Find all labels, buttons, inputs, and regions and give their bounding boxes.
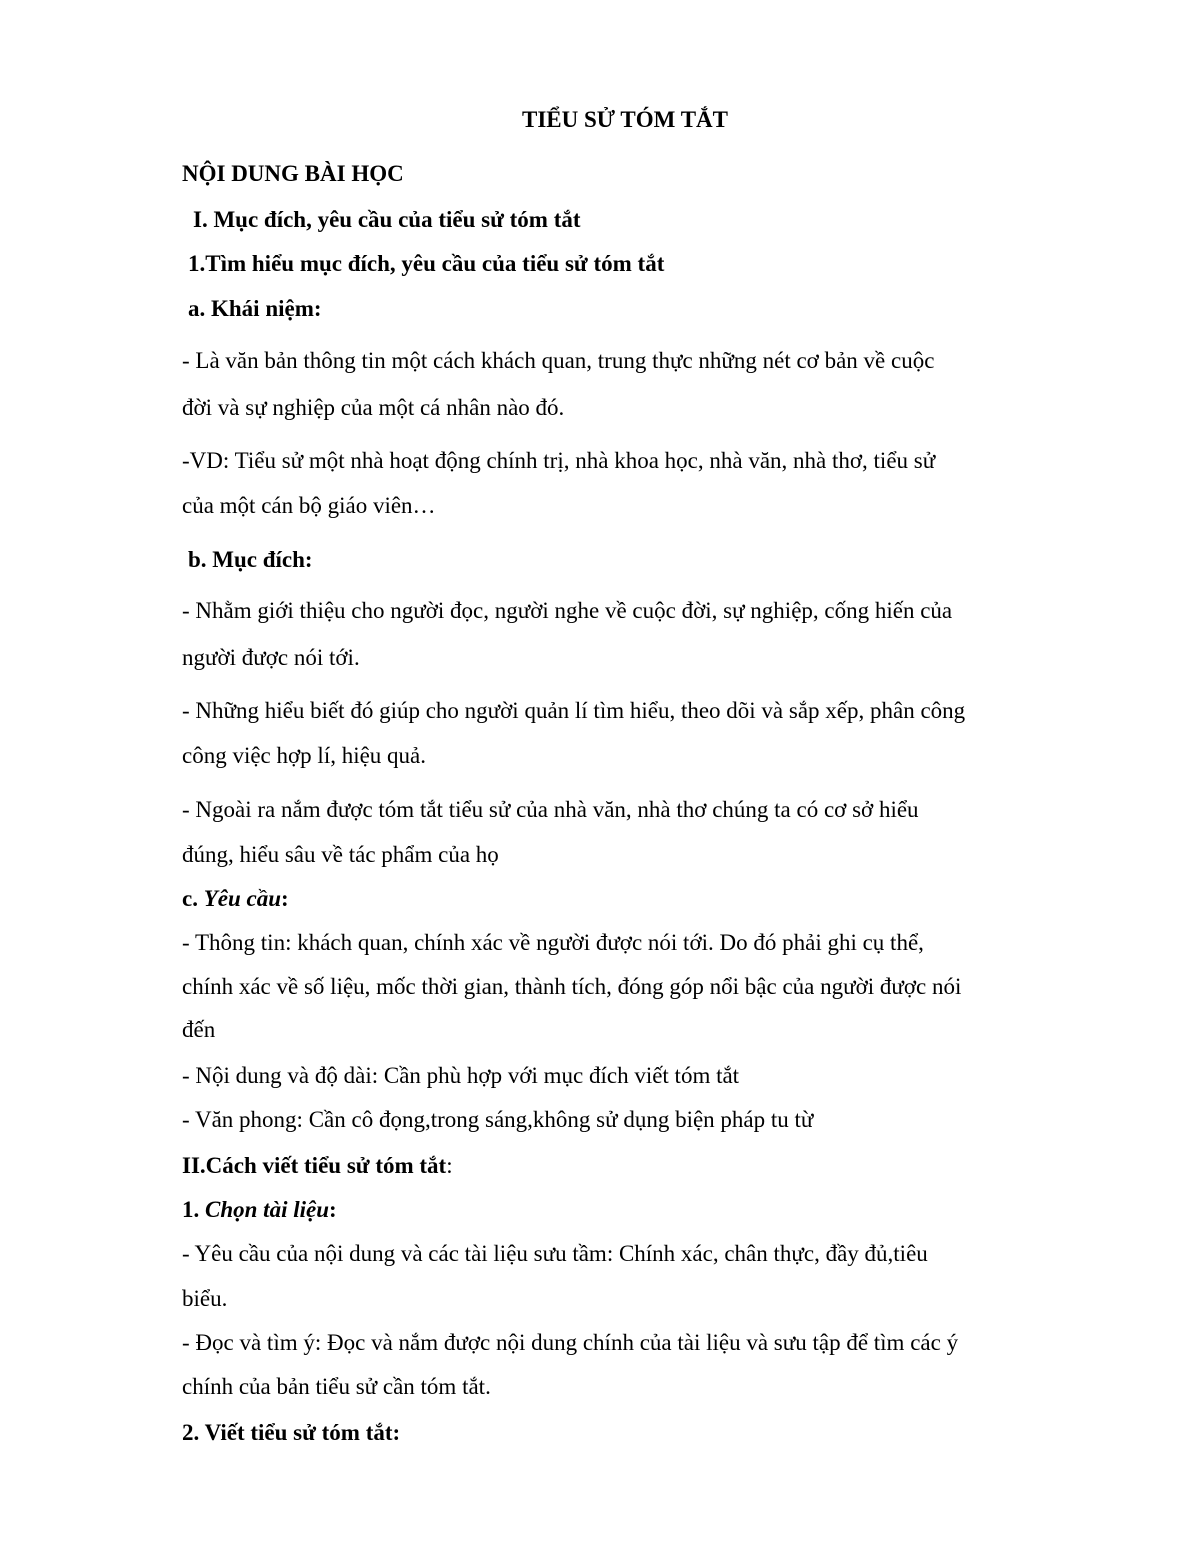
paragraph-line: - Thông tin: khách quan, chính xác về người được nói tới. Do đó phải ghi cụ thể, <box>182 930 924 955</box>
step-1-suffix: : <box>328 1197 337 1222</box>
paragraph-line: -VD: Tiểu sử một nhà hoạt động chính trị, nhà khoa học, nhà văn, nhà thơ, tiểu sử <box>182 448 936 473</box>
paragraph-line: - Nội dung và độ dài: Cần phù hợp với mục đích viết tóm tắt <box>182 1063 740 1088</box>
section-2-label: II.Cách viết tiểu sử tóm tắt <box>182 1153 447 1178</box>
section-2-heading <box>182 1151 453 1181</box>
document-title: TIỂU SỬ TÓM TẮT <box>522 107 728 132</box>
item-b-heading: b. Mục đích: <box>188 547 313 572</box>
paragraph-line: đến <box>182 1017 216 1042</box>
paragraph-line: - Những hiểu biết đó giúp cho người quản lí tìm hiểu, theo dõi và sắp xếp, phân công <box>182 698 966 723</box>
paragraph-line: - Đọc và tìm ý: Đọc và nắm được nội dung chính của tài liệu và sưu tập để tìm các ý <box>182 1330 959 1355</box>
paragraph-line: - Văn phong: Cần cô đọng,trong sáng,không sử dụng biện pháp tu từ <box>182 1107 814 1132</box>
item-c-prefix: c. <box>182 886 204 911</box>
item-c-heading <box>182 884 289 914</box>
step-1-prefix: 1. <box>182 1197 205 1222</box>
paragraph-line: - Nhằm giới thiệu cho người đọc, người nghe về cuộc đời, sự nghiệp, cống hiến của <box>182 598 953 623</box>
paragraph-line: chính của bản tiểu sử cần tóm tắt. <box>182 1374 491 1399</box>
paragraph-line: đúng, hiểu sâu về tác phẩm của họ <box>182 842 499 867</box>
subsection-1-heading: 1.Tìm hiểu mục đích, yêu cầu của tiểu sử tóm tắt <box>188 251 665 276</box>
step-1-heading <box>182 1195 337 1225</box>
paragraph-line: công việc hợp lí, hiệu quả. <box>182 743 427 768</box>
section-1-heading: I. Mục đích, yêu cầu của tiểu sử tóm tắt <box>193 207 581 232</box>
paragraph-line: - Yêu cầu của nội dung và các tài liệu sưu tầm: Chính xác, chân thực, đầy đủ,tiêu <box>182 1241 928 1266</box>
item-c-suffix: : <box>281 886 289 911</box>
heading-lesson-content: NỘI DUNG BÀI HỌC <box>182 161 404 186</box>
paragraph-line: biểu. <box>182 1286 228 1311</box>
step-1-label: Chọn tài liệu <box>205 1197 329 1222</box>
item-c-label: Yêu cầu <box>203 886 282 911</box>
step-2-heading: 2. Viết tiểu sử tóm tắt: <box>182 1420 401 1445</box>
paragraph-line: của một cán bộ giáo viên… <box>182 493 436 518</box>
section-2-colon: : <box>446 1153 453 1178</box>
paragraph-line: - Là văn bản thông tin một cách khách quan, trung thực những nét cơ bản về cuộc <box>182 348 935 373</box>
paragraph-line: chính xác về số liệu, mốc thời gian, thành tích, đóng góp nổi bậc của người được nói <box>182 974 962 999</box>
item-a-heading: a. Khái niệm: <box>188 296 322 321</box>
paragraph-line: người được nói tới. <box>182 645 360 670</box>
paragraph-line: đời và sự nghiệp của một cá nhân nào đó. <box>182 395 565 420</box>
paragraph-line: - Ngoài ra nắm được tóm tắt tiểu sử của nhà văn, nhà thơ chúng ta có cơ sở hiểu <box>182 797 919 822</box>
